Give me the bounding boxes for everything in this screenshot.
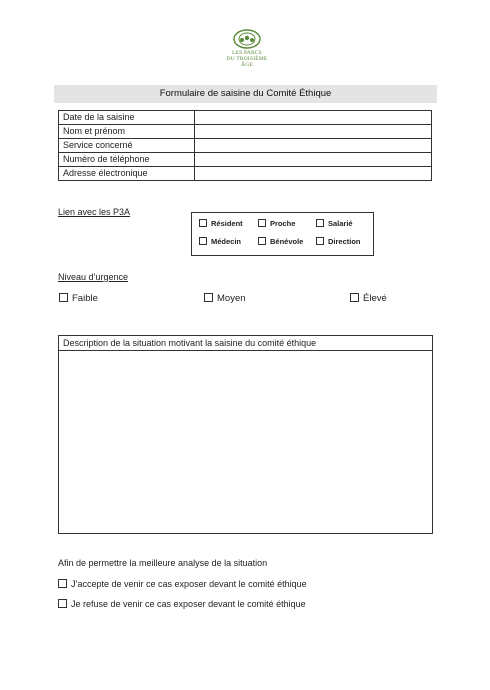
checkbox-icon: [258, 237, 266, 245]
checkbox-direction[interactable]: [316, 237, 361, 246]
checkbox-icon: [59, 293, 68, 302]
checkbox-eleve[interactable]: [350, 293, 387, 304]
field-label-email: Adresse électronique: [59, 167, 195, 181]
description-textarea[interactable]: [59, 351, 432, 533]
field-label-service: Service concerné: [59, 139, 195, 153]
email-field[interactable]: [195, 167, 432, 181]
field-label-date: Date de la saisine: [59, 111, 195, 125]
option-label: Faible: [72, 293, 98, 304]
date-field[interactable]: [195, 111, 432, 125]
option-label: Moyen: [217, 293, 246, 304]
checkbox-benevole[interactable]: [258, 237, 303, 246]
logo-text-line1: LES PARCS: [232, 50, 262, 56]
checkbox-icon: [316, 219, 324, 227]
description-header: Description de la situation motivant la saisine du comité éthique: [59, 336, 432, 351]
description-box: [58, 335, 433, 534]
checkbox-icon: [58, 579, 67, 588]
park-logo-icon: [232, 28, 262, 50]
option-label: Résident: [211, 219, 243, 228]
option-label: Je refuse de venir ce cas exposer devant le comité éthique: [71, 599, 306, 609]
checkbox-icon: [58, 599, 67, 608]
checkbox-icon: [204, 293, 213, 302]
checkbox-icon: [350, 293, 359, 302]
organization-logo: [225, 28, 269, 70]
checkbox-moyen[interactable]: [204, 293, 246, 304]
checkbox-icon: [316, 237, 324, 245]
option-label: Proche: [270, 219, 296, 228]
table-row: [59, 167, 432, 181]
table-row: [59, 153, 432, 167]
service-field[interactable]: [195, 139, 432, 153]
checkbox-salarie[interactable]: [316, 219, 353, 228]
option-label: Direction: [328, 237, 361, 246]
option-label: J’accepte de venir ce cas exposer devant le comité éthique: [71, 579, 307, 589]
contact-info-table: [58, 110, 432, 181]
option-label: Bénévole: [270, 237, 304, 246]
consent-intro: Afin de permettre la meilleure analyse de la situation: [58, 558, 268, 568]
field-label-name: Nom et prénom: [59, 125, 195, 139]
logo-text-line2: DU TROISIÈME ÂGE: [226, 56, 268, 68]
table-row: [59, 111, 432, 125]
table-row: [59, 125, 432, 139]
option-label: Médecin: [211, 237, 242, 246]
checkbox-accept[interactable]: [58, 579, 307, 589]
checkbox-icon: [199, 237, 207, 245]
phone-field[interactable]: [195, 153, 432, 167]
p3a-options-box: [191, 212, 374, 256]
name-field[interactable]: [195, 125, 432, 139]
checkbox-icon: [258, 219, 266, 227]
checkbox-resident[interactable]: [199, 219, 243, 228]
p3a-link-label: Lien avec les P3A: [58, 207, 131, 217]
checkbox-faible[interactable]: [59, 293, 98, 304]
table-row: [59, 139, 432, 153]
field-label-phone: Numéro de téléphone: [59, 153, 195, 167]
option-label: Salarié: [328, 219, 353, 228]
option-label: Élevé: [363, 293, 387, 304]
checkbox-refuse[interactable]: [58, 599, 306, 609]
urgency-label: Niveau d’urgence: [58, 272, 129, 282]
checkbox-medecin[interactable]: [199, 237, 241, 246]
checkbox-icon: [199, 219, 207, 227]
form-title: Formulaire de saisine du Comité Éthique: [54, 85, 437, 103]
checkbox-proche[interactable]: [258, 219, 295, 228]
